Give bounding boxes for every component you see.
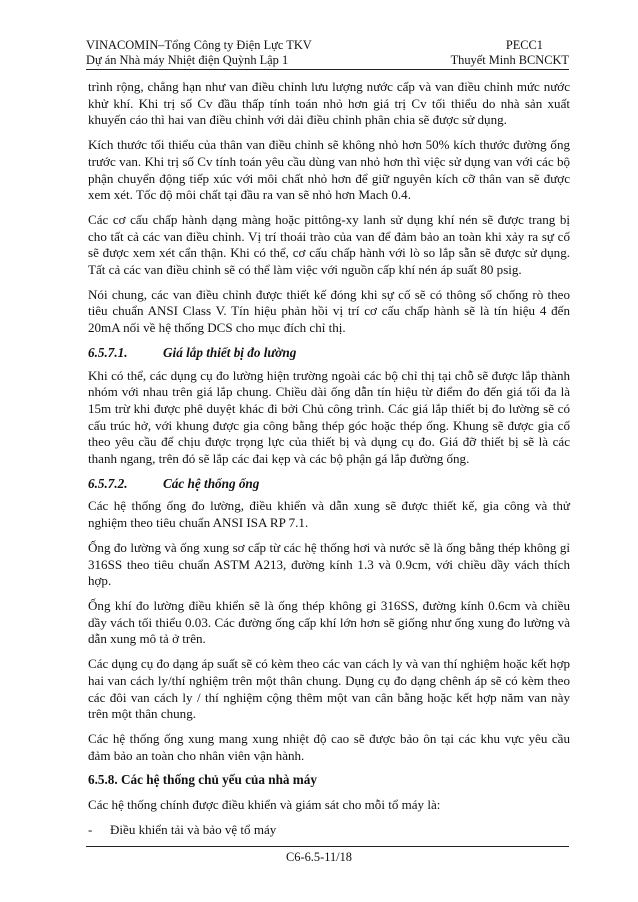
header-company: VINACOMIN–Tổng Công ty Điện Lực TKV	[86, 38, 312, 52]
header-project: Dự án Nhà máy Nhiệt điện Quỳnh Lập 1	[86, 53, 289, 67]
bullet-dash: -	[88, 821, 93, 837]
paragraph: Kích thước tối thiểu của thân van điều chỉnh sẽ không nhỏ hơn 50% kích thước đường ống trước van. Khi trị số Cv tính toán yêu cầu dùng van nhỏ hơn thì việc sử dụng van với các bộ phận chuyển động tiếp xúc với môi chất nhỏ hơn để giữ nguyên kích cỡ thân van sẽ được xem xét. Tốc độ môi chất tại đầu ra van sẽ nhỏ hơn Mach 0.4.	[88, 137, 570, 203]
paragraph: Các cơ cấu chấp hành dạng màng hoặc pittông-xy lanh sử dụng khí nén sẽ được trang bị cho tất cả các van điều chỉnh. Vị trí thoái trào của van để đảm bảo an toàn khi xảy ra sự cố sẽ được xem xét cẩn thận. Khi có thể, cơ cấu chấp hành với lò so lắp sẵn sẽ được sử dụng. Tất cả các van điều chỉnh sẽ có thể làm việc với nguồn cấp khí nén áp suất 80 psig.	[88, 211, 570, 278]
header-divider	[86, 69, 569, 70]
page-number: C6-6.5-11/18	[286, 850, 352, 864]
paragraph: trình rộng, chẳng hạn như van điều chỉnh lưu lượng nước cấp và van điều chỉnh mức nước khử khí. Khi trị số Cv đầu thấp tính toán nhỏ hơn giá trị Cv tối thiểu do nhà sản xuất khuyến cáo thì hai van điều chỉnh với dải điều chỉnh phân chia sẽ được sử dụng.	[88, 79, 570, 128]
section-heading-6-5-7-1	[88, 345, 570, 362]
paragraph: Nói chung, các van điều chỉnh được thiết kế đóng khi sự cố sẽ có thông số chống rò theo tiêu chuẩn ANSI Class V. Tín hiệu phản hồi vị trí cơ cấu chấp hành sẽ là tín hiệu 4 đến 20mA nối về hệ thống DCS cho mục đích chỉ thị.	[88, 286, 570, 336]
section-number: 6.5.7.1.	[88, 344, 128, 360]
list-item-text: Điều khiển tải và bảo vệ tổ máy	[110, 821, 277, 837]
paragraph: Các hệ thống ống xung mang xung nhiệt độ cao sẽ được bảo ôn tại các khu vực yêu cầu đảm bảo an toàn cho nhân viên vận hành.	[88, 730, 570, 763]
footer-divider	[86, 846, 569, 847]
paragraph: Các dụng cụ đo dạng áp suất sẽ có kèm theo các van cách ly và van thí nghiệm hoặc kết hợp hai van cách ly/thí nghiệm trên một thân chung. Dụng cụ đo dạng chênh áp sẽ có kèm theo các đôi van cách ly / thí nghiệm cộng thêm một van cân bằng hoặc kết hợp năm van này trên một thân chung.	[88, 656, 570, 722]
section-heading-6-5-7-2	[88, 476, 570, 493]
header-doc-title: Thuyết Minh BCNCKT	[450, 53, 569, 67]
paragraph: Ống khí đo lường điều khiển sẽ là ống thép không gỉ 316SS, đường kính 0.6cm và chiều dầy vách tối thiểu 0.03. Các đường ống cấp khí lớn hơn sẽ giống như ống xung đo lường và dẫn xung mô tả ở trên.	[88, 597, 570, 647]
section-title: Các hệ thống ống	[163, 475, 260, 491]
list-item	[88, 822, 570, 839]
paragraph: Các hệ thống ống đo lường, điều khiển và dẫn xung sẽ được thiết kế, gia công và thử nghiệm theo tiêu chuẩn ANSI ISA RP 7.1.	[88, 498, 570, 531]
paragraph: Ống đo lường và ống xung sơ cấp từ các hệ thống hơi và nước sẽ là ống bằng thép không gỉ 316SS theo tiêu chuẩn ASTM A213, đường kính 1.3 và 0.9cm, với chiều dầy vách thích hợp.	[88, 539, 570, 589]
section-number: 6.5.7.2.	[88, 475, 128, 491]
document-body	[88, 79, 570, 838]
section-heading-6-5-8: 6.5.8. Các hệ thống chủ yếu của nhà máy	[88, 772, 317, 788]
section-title: Giá lắp thiết bị đo lường	[163, 344, 297, 360]
header-org: PECC1	[505, 38, 543, 52]
paragraph: Các hệ thống chính được điều khiển và giám sát cho mỗi tổ máy là:	[88, 797, 441, 813]
paragraph: Khi có thể, các dụng cụ đo lường hiện trường ngoài các bộ chỉ thị tại chỗ sẽ được lắp thành nhóm với nhau trên giá lắp chung. Chiều dài ống dẫn tín hiệu từ điểm đo đến giá tối đa là 15m trừ khi được phê duyệt khác đi bởi Chủ công trình. Các giá lắp thiết bị đo lường sẽ có cấu trúc hở, với khung được gia công bằng thép góc hoặc thép ống. Khung sẽ được gia cố theo yêu cầu để chịu được trọng lực của thiết bị và dụng cụ đo. Giá đỡ thiết bị sẽ là các thanh ngang, trên đó sẽ lắp các đai kẹp và các bộ phận gá lắp đường ống.	[88, 367, 570, 467]
